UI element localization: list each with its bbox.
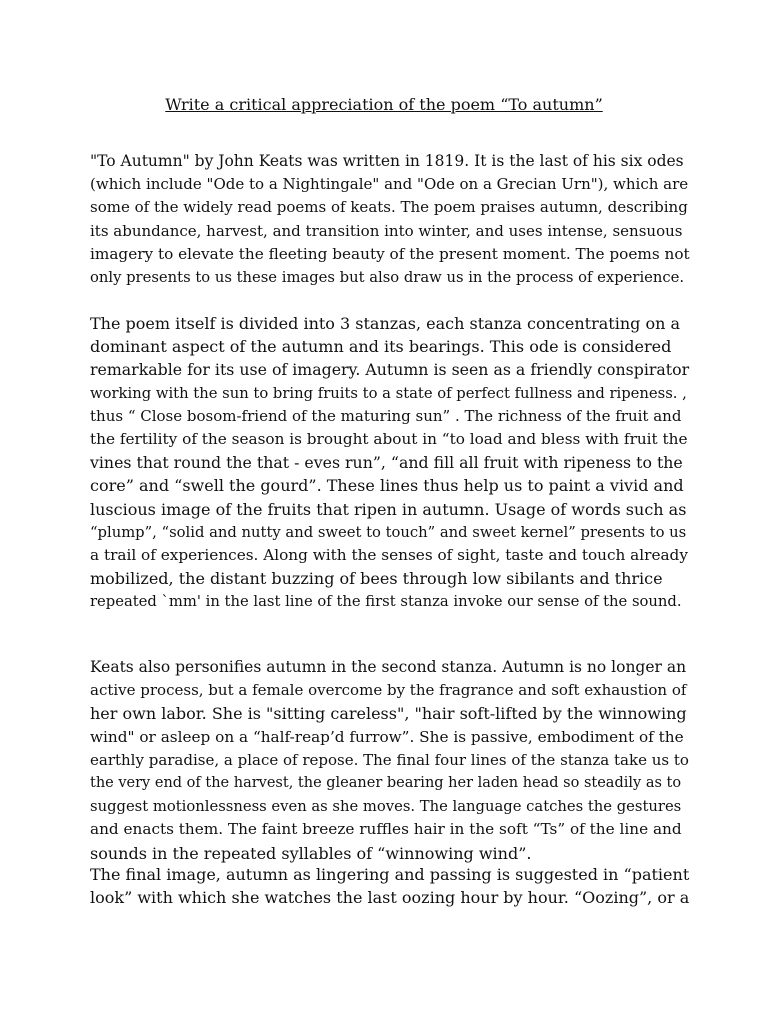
paragraph-1 — [90, 150, 690, 289]
text-line: Keats also personifies autumn in the second stanza. Autumn is no longer an — [90, 658, 687, 676]
text-line: look” with which she watches the last oozing hour by hour. “Oozing”, or a — [90, 888, 690, 908]
text-line: The final image, autumn as lingering and passing is suggested in “patient — [90, 865, 690, 884]
text-line: working with the sun to bring fruits to a state of perfect fullness and ripeness. , — [90, 384, 687, 402]
text-line: earthly paradise, a place of repose. The final four lines of the stanza take us to — [90, 750, 689, 769]
text-line: sounds in the repeated syllables of “winnowing wind”. — [90, 843, 532, 863]
text-line: a trail of experiences. Along with the senses of sight, taste and touch already — [90, 546, 688, 565]
text-line: thus “ Close bosom-friend of the maturing sun” . The richness of the fruit and — [90, 406, 682, 425]
text-line: imagery to elevate the fleeting beauty of the present moment. The poems not — [90, 244, 690, 263]
text-line: dominant aspect of the autumn and its bearings. This ode is considered — [90, 337, 672, 357]
text-line: (which include "Ode to a Nightingale" and "Ode on a Grecian Urn"), which are — [90, 175, 689, 194]
text-line: The poem itself is divided into 3 stanzas, each stanza concentrating on a — [90, 314, 681, 333]
document-title: Write a critical appreciation of the poem “To autumn” — [165, 95, 603, 114]
text-line: “plump”, “solid and nutty and sweet to touch” and sweet kernel” presents to us — [90, 523, 687, 541]
text-line: and enacts them. The faint breeze ruffles hair in the soft “Ts” of the line and — [90, 820, 682, 839]
text-line: luscious image of the fruits that ripen in autumn. Usage of words such as — [90, 499, 687, 519]
text-line: remarkable for its use of imagery. Autumn is seen as a friendly conspirator — [90, 360, 690, 380]
text-line: mobilized, the distant buzzing of bees through low sibilants and thrice — [90, 569, 663, 589]
text-line: repeated `mm' in the last line of the first stanza invoke our sense of the sound. — [90, 593, 682, 611]
text-line: the fertility of the season is brought about in “to load and bless with fruit the — [90, 430, 688, 449]
paragraph-3 — [90, 656, 690, 865]
text-line: active process, but a female overcome by the fragrance and soft exhaustion of — [90, 681, 687, 700]
text-line: suggest motionlessness even as she moves. The language catches the gestures — [90, 798, 682, 816]
text-line: only presents to us these images but also draw us in the process of experience. — [90, 269, 685, 287]
text-line: her own labor. She is "sitting careless", "hair soft-lifted by the winnowing — [90, 704, 687, 724]
text-line: some of the widely read poems of keats. The poem praises autumn, describing — [90, 198, 688, 217]
text-line: "To Autumn" by John Keats was written in 1819. It is the last of his six odes — [90, 152, 684, 170]
text-line: the very end of the harvest, the gleaner bearing her laden head so steadily as to — [90, 775, 682, 792]
text-line: core” and “swell the gourd”. These lines thus help us to paint a vivid and — [90, 476, 684, 496]
paragraph-2 — [90, 312, 690, 614]
text-line: its abundance, harvest, and transition into winter, and uses intense, sensuous — [90, 221, 683, 240]
paragraph-4 — [90, 863, 690, 909]
text-line: wind" or asleep on a “half-reap’d furrow”. She is passive, embodiment of the — [90, 727, 684, 746]
text-line: vines that round the that - eves run”, “and fill all fruit with ripeness to the — [90, 453, 683, 473]
